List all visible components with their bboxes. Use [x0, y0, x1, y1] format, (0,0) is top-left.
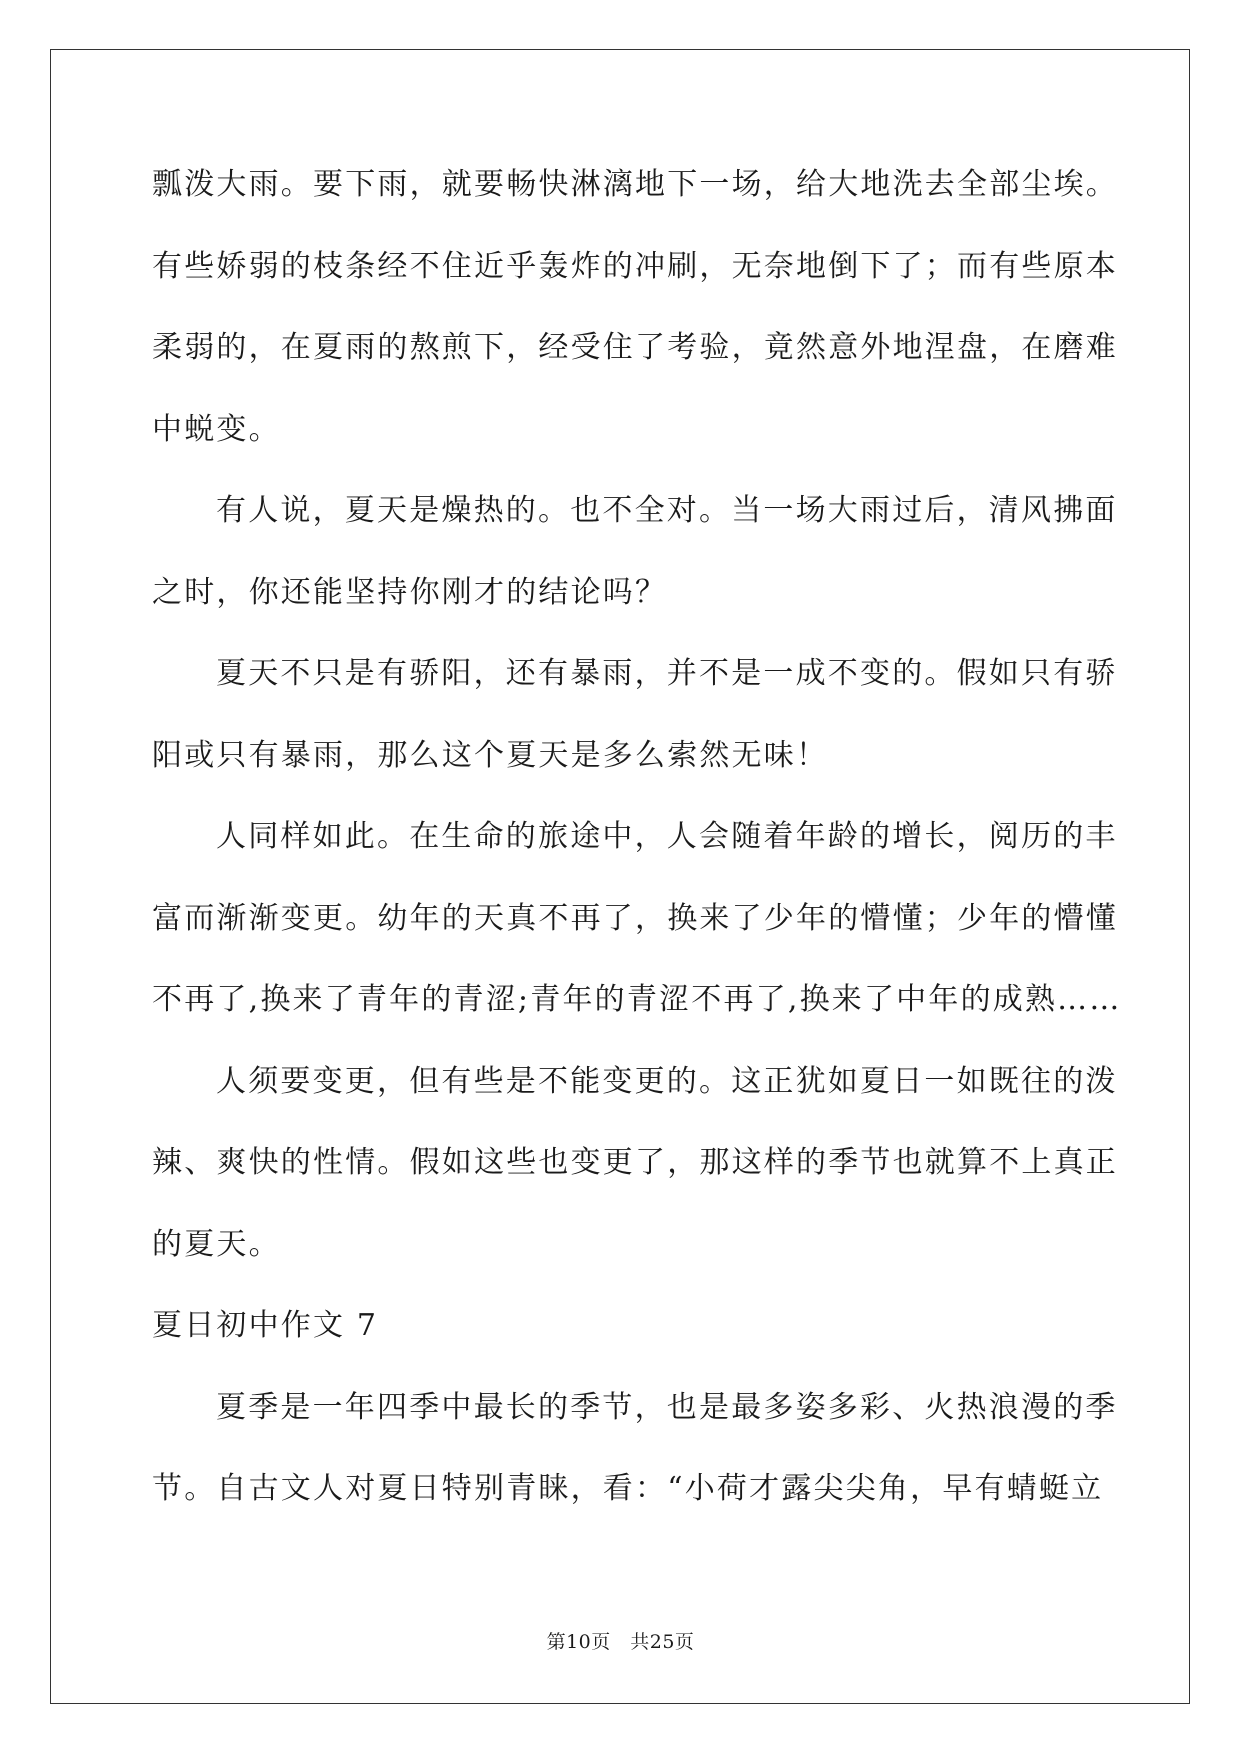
text-line: 夏季是一年四季中最长的季节，也是最多姿多彩、火热浪漫的季 [216, 1389, 1118, 1425]
text-line: 节。自古文人对夏日特别青睐，看：“小荷才露尖尖角，早有蜻蜓立 [152, 1471, 1104, 1506]
text-line: 瓢泼大雨。要下雨，就要畅快淋漓地下一场，给大地洗去全部尘埃。 [152, 167, 1118, 202]
text-line: 中蜕变。 [152, 411, 281, 447]
text-line: 之时，你还能坚持你刚才的结论吗？ [152, 574, 668, 610]
text-line: 有些娇弱的枝条经不住近乎轰炸的冲刷，无奈地倒下了；而有些原本 [152, 248, 1118, 284]
text-line: 富而渐渐变更。幼年的天真不再了，换来了少年的懵懂；少年的懵懂 [152, 900, 1118, 936]
text-line: 人同样如此。在生命的旅途中，人会随着年龄的增长，阅历的丰 [216, 819, 1118, 854]
text-line: 柔弱的，在夏雨的熬煎下，经受住了考验，竟然意外地涅盘，在磨难 [152, 330, 1118, 365]
text-line: 辣、爽快的性情。假如这些也变更了，那这样的季节也就算不上真正 [152, 1145, 1118, 1180]
text-line: 夏天不只是有骄阳，还有暴雨，并不是一成不变的。假如只有骄 [216, 656, 1118, 691]
section-heading: 夏日初中作文 7 [152, 1308, 379, 1343]
text-line: 阳或只有暴雨，那么这个夏天是多么索然无味！ [152, 737, 829, 773]
text-line: 有人说，夏天是燥热的。也不全对。当一场大雨过后，清风拂面 [216, 493, 1118, 528]
text-line: 人须要变更，但有些是不能变更的。这正犹如夏日一如既往的泼 [216, 1063, 1118, 1099]
page-number: 第10页 共25页 [546, 1631, 695, 1653]
text-line: 不再了,换来了青年的青涩;青年的青涩不再了,换来了中年的成熟…… [152, 982, 1122, 1017]
document-body [152, 155, 1122, 1541]
text-line: 的夏天。 [152, 1226, 281, 1262]
